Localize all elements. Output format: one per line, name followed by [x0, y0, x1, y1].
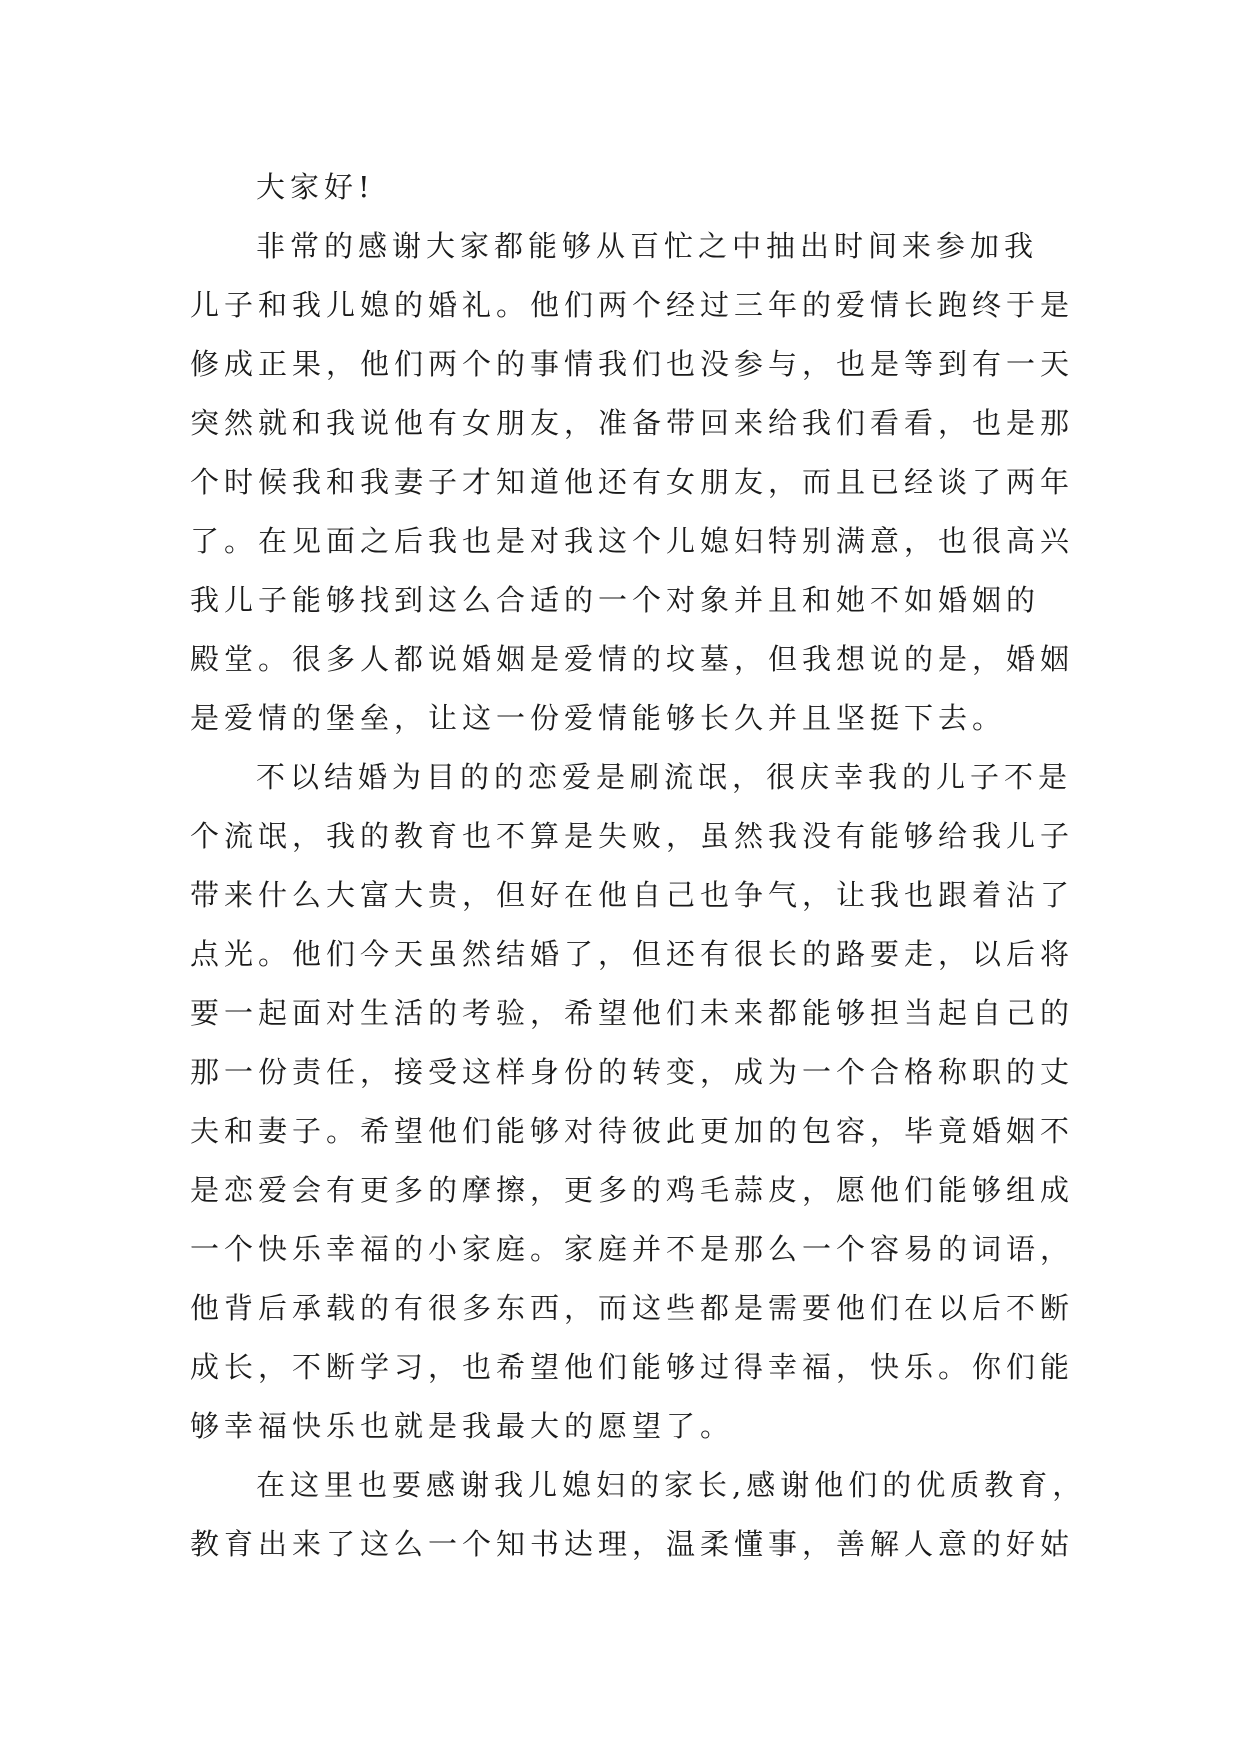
text-line: 个时候我和我妻子才知道他还有女朋友，而且已经谈了两年: [190, 465, 1075, 499]
text-line: 点光。他们今天虽然结婚了，但还有很长的路要走，以后将: [190, 937, 1075, 971]
text-line: 带来什么大富大贵，但好在他自己也争气，让我也跟着沾了: [190, 878, 1075, 912]
text-line: 成长，不断学习，也希望他们能够过得幸福，快乐。你们能: [190, 1350, 1075, 1384]
text-line: 要一起面对生活的考验，希望他们未来都能够担当起自己的: [190, 996, 1075, 1030]
text-line: 修成正果，他们两个的事情我们也没参与，也是等到有一天: [190, 347, 1075, 381]
greeting-text: 大家好!: [256, 170, 375, 204]
text-line: 了。在见面之后我也是对我这个儿媳妇特别满意，也很高兴: [190, 524, 1075, 558]
text-line: 是爱情的堡垒，让这一份爱情能够长久并且坚挺下去。: [190, 701, 1007, 735]
greeting: [190, 158, 1050, 217]
document-body: [190, 158, 1087, 1574]
paragraph-1: [190, 217, 1075, 748]
paragraph-2: [190, 748, 1075, 1456]
text-line: 突然就和我说他有女朋友，准备带回来给我们看看，也是那: [190, 406, 1075, 440]
text-line: 是恋爱会有更多的摩擦，更多的鸡毛蒜皮，愿他们能够组成: [190, 1173, 1075, 1207]
text-line: 我儿子能够找到这么合适的一个对象并且和她不如婚姻的: [190, 583, 1041, 617]
text-line: 够幸福快乐也就是我最大的愿望了。: [190, 1409, 735, 1443]
text-line: 在这里也要感谢我儿媳妇的家长,感谢他们的优质教育，: [256, 1468, 1087, 1502]
text-line: 儿子和我儿媳的婚礼。他们两个经过三年的爱情长跑终于是: [190, 288, 1075, 322]
text-line: 那一份责任，接受这样身份的转变，成为一个合格称职的丈: [190, 1055, 1075, 1089]
paragraph-3: [190, 1456, 1087, 1574]
text-line: 非常的感谢大家都能够从百忙之中抽出时间来参加我: [256, 229, 1039, 263]
text-line: 殿堂。很多人都说婚姻是爱情的坟墓，但我想说的是，婚姻: [190, 642, 1075, 676]
text-line: 教育出来了这么一个知书达理，温柔懂事，善解人意的好姑: [190, 1527, 1075, 1561]
text-line: 个流氓，我的教育也不算是失败，虽然我没有能够给我儿子: [190, 819, 1075, 853]
text-line: 夫和妻子。希望他们能够对待彼此更加的包容，毕竟婚姻不: [190, 1114, 1075, 1148]
text-line: 一个快乐幸福的小家庭。家庭并不是那么一个容易的词语，: [190, 1232, 1075, 1266]
text-line: 不以结婚为目的的恋爱是刷流氓，很庆幸我的儿子不是: [256, 760, 1073, 794]
text-line: 他背后承载的有很多东西，而这些都是需要他们在以后不断: [190, 1291, 1075, 1325]
